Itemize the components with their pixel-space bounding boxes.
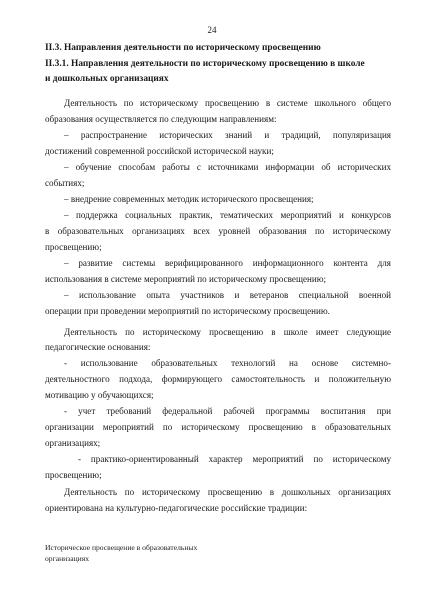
body-line: Деятельность по историческому просвещению в школе имеет следующие — [64, 327, 391, 337]
body-line: – внедрение современных методик исторического просвещения; — [64, 194, 314, 204]
headings-block — [45, 41, 390, 88]
body-line: использования в системе мероприятий по историческому просвещению; — [45, 274, 327, 284]
body-line: - учет требований федеральной рабочей программы воспитания при — [64, 406, 391, 416]
subsection-heading-line: II.3.1. Направления деятельности по историческому просвещению в школе — [45, 58, 365, 69]
footer-line: Историческое просвещение в образовательных — [45, 543, 198, 552]
body-line: достижений современной российской исторической науки; — [45, 146, 274, 156]
body-line: - практико-ориентированный характер мероприятий по историческому — [78, 454, 391, 464]
body-line: Деятельность по историческому просвещению в системе школьного общего — [64, 98, 391, 108]
subsection-heading — [45, 57, 390, 88]
body-line: просвещению; — [45, 242, 102, 252]
body-line: деятельностного подхода, формирующего самостоятельность и положительную — [45, 374, 391, 384]
body-line: - использование образовательных технологий на основе системно- — [64, 358, 391, 368]
body-line: в образовательных организациях всех уровней образования по историческому — [45, 226, 391, 236]
subsection-heading-line: и дошкольных организациях — [45, 74, 169, 84]
footer — [45, 542, 295, 564]
page-number: 24 — [207, 25, 217, 35]
body-line: ориентирована на культурно-педагогические российские традиции: — [45, 503, 308, 513]
body-line: организациях; — [45, 438, 101, 448]
section-heading: II.3. Направления деятельности по историческому просвещению — [45, 43, 321, 53]
body-line: – развитие системы верифицированного информационного контента для — [64, 258, 391, 268]
body-line: педагогические основания: — [45, 342, 151, 352]
body-line: мотивацию у обучающихся; — [45, 390, 154, 400]
body-line: – поддержка социальных практик, тематических мероприятий и конкурсов — [64, 210, 391, 220]
body-line: событиях; — [45, 178, 85, 188]
body-line: – распространение исторических знаний и традиций, популяризация — [64, 130, 391, 140]
body-line: образования осуществляется по следующим направлениям: — [45, 114, 277, 124]
body-line: организации мероприятий по историческому просвещению в образовательных — [45, 422, 391, 432]
body-line: просвещению; — [45, 470, 102, 480]
body-line: – использование опыта участников и ветеранов специальной военной — [64, 290, 391, 300]
footer-line: организациях — [45, 554, 89, 563]
body-line: – обучение способам работы с источниками информации об исторических — [64, 162, 391, 172]
body-line: операции при проведении мероприятий по историческому просвещению. — [45, 306, 330, 316]
body-line: Деятельность по историческому просвещению в дошкольных организациях — [64, 487, 391, 497]
